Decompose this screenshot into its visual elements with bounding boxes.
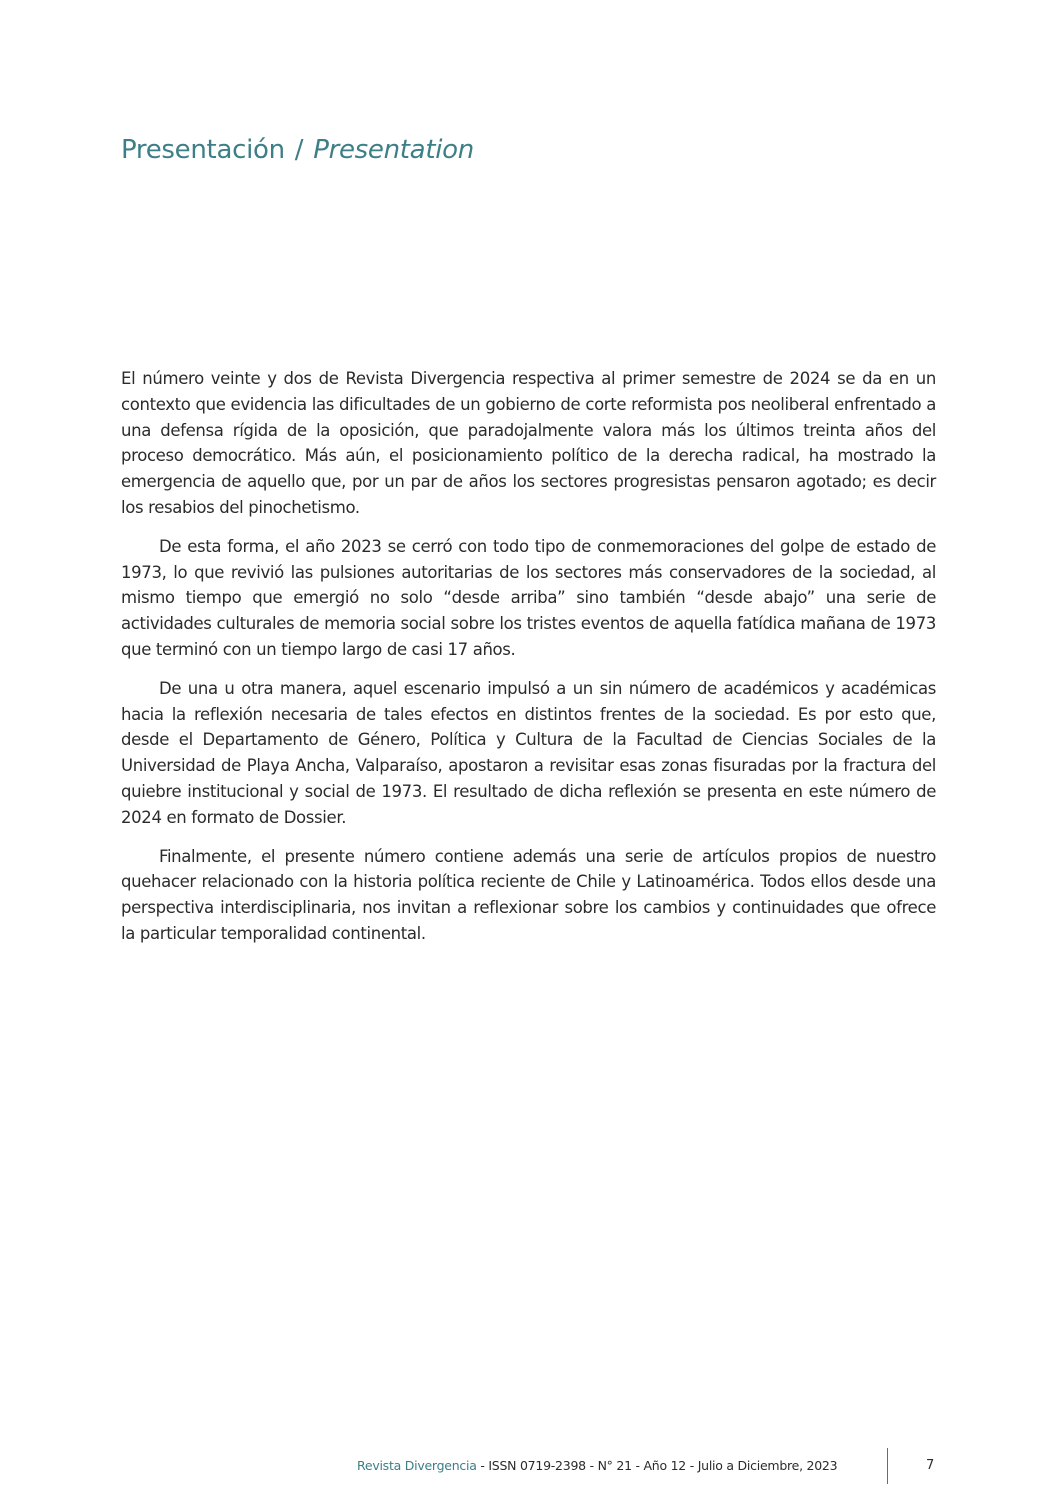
- title-separator: /: [294, 135, 304, 165]
- footer-divider: [887, 1448, 888, 1484]
- page-number: 7: [926, 1458, 935, 1473]
- paragraph-1: El número veinte y dos de Revista Divergencia respectiva al primer semestre de 2024 se da en un contexto que evidencia las dificultades de un gobierno de corte reformista pos neoliberal enfrentado a una defensa rígida de la oposición, que paradojalmente valora más los últimos treinta años del proceso democrático. Más aún, el posicionamiento político de la derecha radical, ha mostrado la emergencia de aquello que, por un par de años los sectores progresistas pensaron agotado; es decir los resabios del pinochetismo.: [121, 369, 936, 517]
- paragraph-2: De esta forma, el año 2023 se cerró con todo tipo de conmemoraciones del golpe de estado de 1973, lo que revivió las pulsiones autoritarias de los sectores más conservadores de la sociedad, al mismo tiempo que emergió no solo “desde arriba” sino también “desde abajo” una serie de actividades culturales de memoria social sobre los tristes eventos de aquella fatídica mañana de 1973 que terminó con un tiempo largo de casi 17 años.: [121, 536, 936, 659]
- footer-journal-name: Revista Divergencia: [357, 1458, 477, 1473]
- page-title: [121, 132, 474, 168]
- footer-issue-details: - ISSN 0719-2398 - N° 21 - Año 12 - Julio a Diciembre, 2023: [476, 1458, 838, 1473]
- body-text: [121, 366, 936, 960]
- paragraph-4: Finalmente, el presente número contiene además una serie de artículos propios de nuestro quehacer relacionado con la historia política reciente de Chile y Latinoamérica. Todos ellos desde una perspectiva interdisciplinaria, nos invitan a reflexionar sobre los cambios y continuidades que ofrece la particular temporalidad continental.: [121, 846, 936, 943]
- title-english: Presentation: [313, 135, 474, 165]
- running-footer: [357, 1457, 837, 1475]
- title-spanish: Presentación: [121, 135, 285, 165]
- paragraph-3: De una u otra manera, aquel escenario impulsó a un sin número de académicos y académicas hacia la reflexión necesaria de tales efectos en distintos frentes de la sociedad. Es por esto que, desde el Departamento de Género, Política y Cultura de la Facultad de Ciencias Sociales de la Universidad de Playa Ancha, Valparaíso, apostaron a revisitar esas zonas fisuradas por la fractura del quiebre institucional y social de 1973. El resultado de dicha reflexión se presenta en este número de 2024 en formato de Dossier.: [121, 678, 936, 827]
